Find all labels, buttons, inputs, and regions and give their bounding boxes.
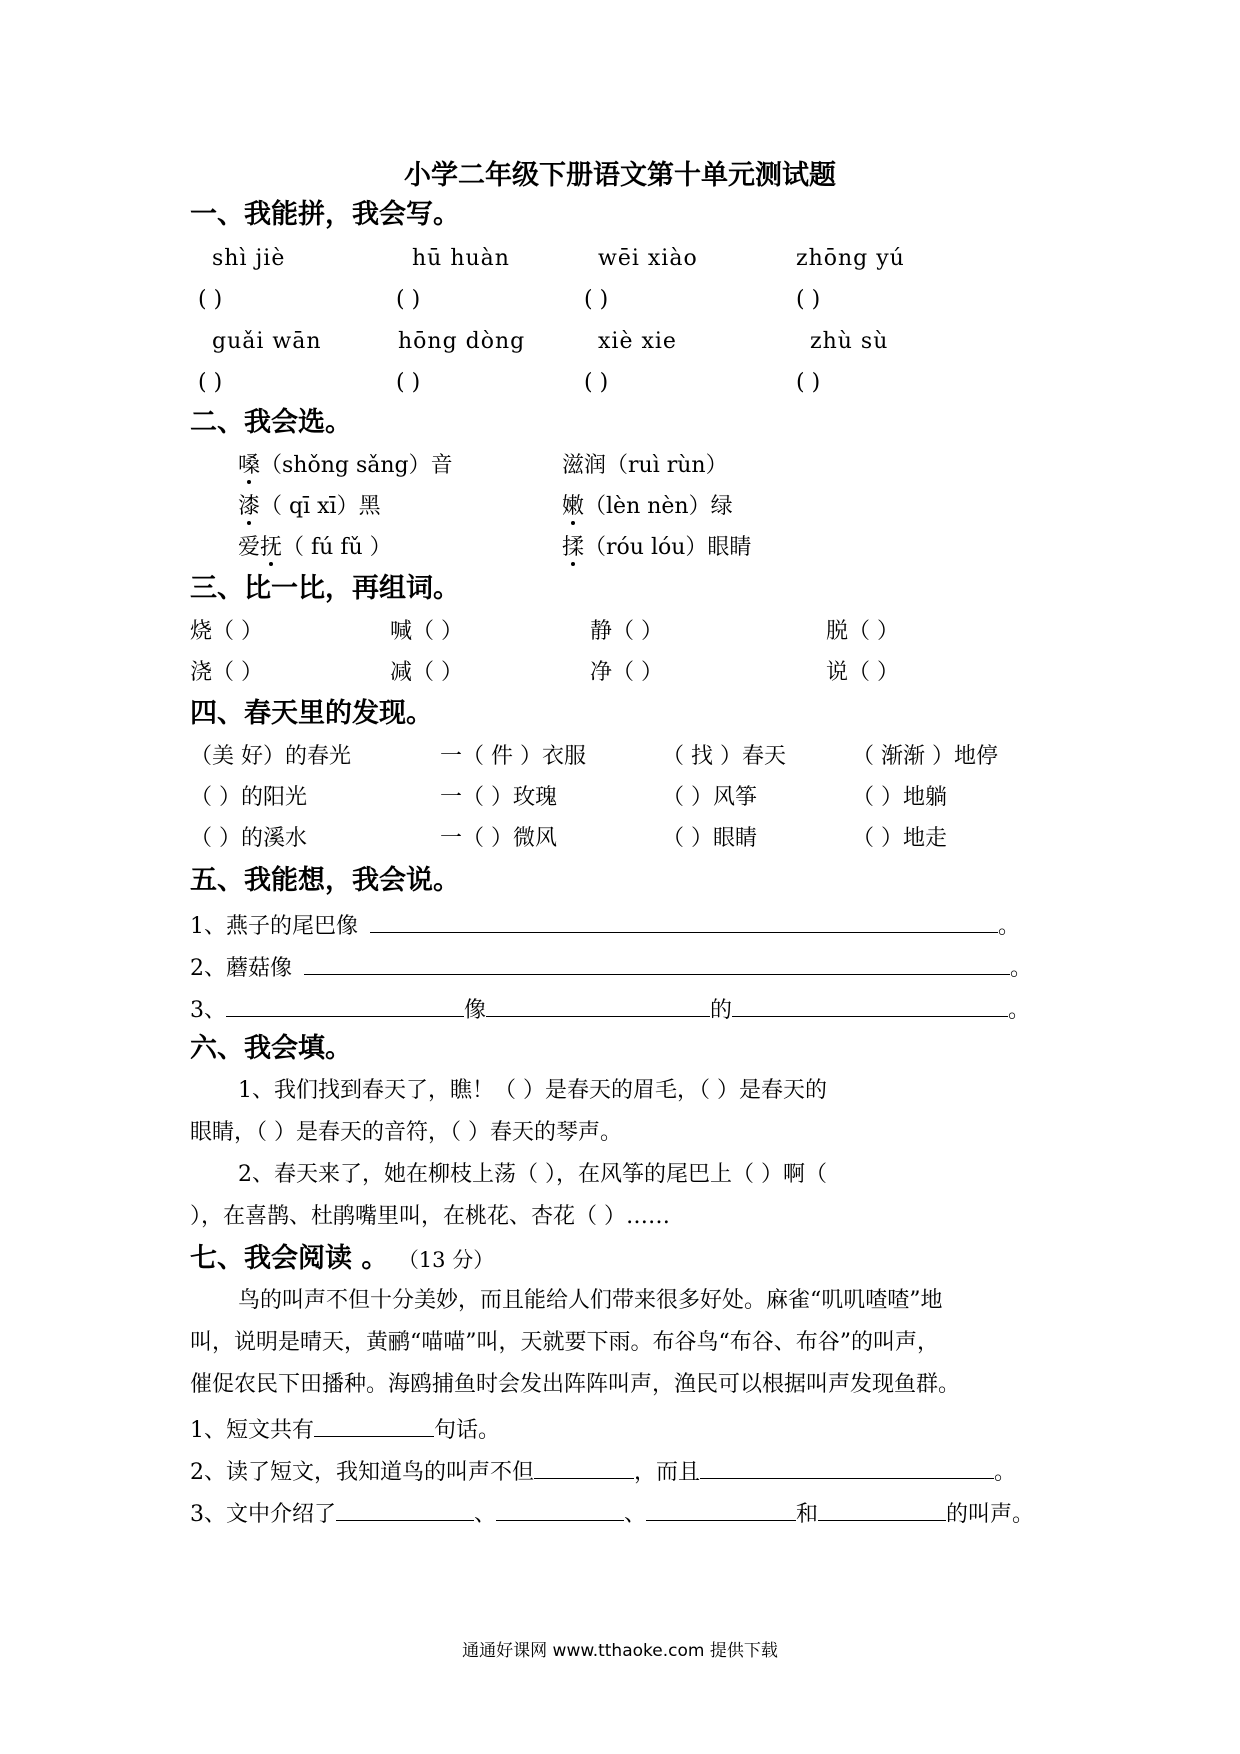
choice-item-rou bbox=[562, 533, 751, 563]
phrase-cell: 一（ ）玫瑰 bbox=[440, 785, 557, 810]
choice-item-fu bbox=[238, 533, 392, 563]
choice-options: （lèn nèn）绿 bbox=[584, 494, 733, 519]
pinyin-xiexie: xiè xie bbox=[598, 329, 677, 354]
question-text: 3、文中介绍了 bbox=[190, 1502, 336, 1527]
question-text: 1、短文共有 bbox=[190, 1418, 314, 1443]
fill-text: 2、春天来了，她在柳枝上荡（ ），在风筝的尾巴上（ ）啊（ bbox=[238, 1162, 827, 1187]
dotted-char: 滋 bbox=[562, 453, 585, 478]
score-label: （13 分） bbox=[397, 1248, 495, 1272]
plain-char: 爱 bbox=[238, 535, 261, 560]
choice-options: （shǒng sǎng）音 bbox=[260, 453, 453, 478]
compare-word: 净（ ） bbox=[590, 660, 663, 685]
answer-line bbox=[646, 1496, 796, 1521]
choice-item-sang bbox=[238, 451, 453, 481]
section-7-title: 七、我会阅读 。 bbox=[190, 1243, 389, 1274]
compare-word: 浇（ ） bbox=[190, 660, 263, 685]
answer-box: ( ) bbox=[396, 370, 421, 395]
period: 。 bbox=[1008, 998, 1031, 1023]
question-text: 2、蘑菇像 bbox=[190, 956, 292, 981]
pinyin-zhongyu: zhōng yú bbox=[796, 246, 905, 271]
question-text: 像 bbox=[464, 998, 487, 1023]
answer-line bbox=[496, 1496, 624, 1521]
section-3-heading: 三、比一比，再组词。 bbox=[190, 573, 460, 604]
pinyin-shijie: shì jiè bbox=[212, 246, 286, 271]
choice-options: （ qī xī）黑 bbox=[260, 494, 381, 519]
phrase-cell: （ ）地走 bbox=[852, 826, 947, 851]
compare-word: 烧（ ） bbox=[190, 619, 263, 644]
question-text: ，而且 bbox=[634, 1460, 701, 1485]
question-5-1 bbox=[190, 908, 1020, 942]
choice-item-nen bbox=[562, 492, 733, 522]
answer-line bbox=[700, 1454, 994, 1479]
fill-text: 眼睛，（ ）是春天的音符，（ ）春天的琴声。 bbox=[190, 1120, 622, 1145]
question-text: 1、燕子的尾巴像 bbox=[190, 914, 358, 939]
choice-item-qi bbox=[238, 492, 381, 522]
footer-credit: 通通好课网 www.tthaoke.com 提供下载 bbox=[462, 1641, 778, 1661]
answer-line bbox=[534, 1454, 634, 1479]
question-5-3 bbox=[190, 992, 1030, 1026]
answer-line bbox=[486, 992, 710, 1017]
section-7-heading bbox=[190, 1241, 494, 1278]
phrase-cell: （ 渐渐 ）地停 bbox=[852, 744, 998, 769]
dotted-char: 嫩 bbox=[562, 494, 585, 519]
pinyin-zhusu: zhù sù bbox=[810, 329, 889, 354]
phrase-cell: 一（ 件 ）衣服 bbox=[440, 744, 586, 769]
dotted-char: 抚 bbox=[260, 535, 283, 560]
question-7-1 bbox=[190, 1412, 500, 1446]
pinyin-weixiao: wēi xiào bbox=[598, 246, 698, 271]
phrase-cell: （ ）眼睛 bbox=[662, 826, 757, 851]
compare-word: 静（ ） bbox=[590, 619, 663, 644]
pinyin-hongdong: hōng dòng bbox=[398, 329, 526, 354]
phrase-cell: （ 找 ）春天 bbox=[662, 744, 786, 769]
section-4-heading: 四、春天里的发现。 bbox=[190, 698, 433, 729]
section-6-heading: 六、我会填。 bbox=[190, 1033, 352, 1064]
answer-box: ( ) bbox=[198, 287, 223, 312]
question-7-3 bbox=[190, 1496, 1034, 1530]
choice-options: （róu lóu）眼睛 bbox=[584, 535, 752, 560]
answer-line bbox=[304, 950, 1010, 975]
question-text: 句话。 bbox=[434, 1418, 501, 1443]
question-7-2 bbox=[190, 1454, 1016, 1488]
question-number: 3、 bbox=[190, 998, 226, 1023]
separator: 、 bbox=[474, 1502, 497, 1527]
answer-line bbox=[226, 992, 464, 1017]
separator: 、 bbox=[624, 1502, 647, 1527]
answer-line bbox=[732, 992, 1008, 1017]
answer-box: ( ) bbox=[796, 370, 821, 395]
period: 。 bbox=[998, 914, 1021, 939]
choice-options: （ fú fǔ ） bbox=[282, 535, 392, 560]
period: 。 bbox=[1010, 956, 1033, 981]
answer-box: ( ) bbox=[396, 287, 421, 312]
answer-box: ( ) bbox=[584, 370, 609, 395]
choice-item-run bbox=[562, 451, 728, 481]
pinyin-guaiwan: guǎi wān bbox=[212, 329, 322, 354]
reading-passage: 催促农民下田播种。海鸥捕鱼时会发出阵阵叫声，渔民可以根据叫声发现鱼群。 bbox=[190, 1372, 961, 1397]
phrase-cell: 一（ ）微风 bbox=[440, 826, 557, 851]
page-title: 小学二年级下册语文第十单元测试题 bbox=[404, 160, 836, 191]
compare-word: 说（ ） bbox=[826, 660, 899, 685]
dotted-char: 漆 bbox=[238, 494, 261, 519]
question-5-2 bbox=[190, 950, 1032, 984]
answer-box: ( ) bbox=[198, 370, 223, 395]
pinyin-huhuan: hū huàn bbox=[412, 246, 510, 271]
phrase-cell: （ ）地躺 bbox=[852, 785, 947, 810]
fill-text: ），在喜鹊、杜鹃嘴里叫，在桃花、杏花（ ）…… bbox=[190, 1204, 670, 1229]
compare-word: 脱（ ） bbox=[826, 619, 899, 644]
answer-line bbox=[314, 1412, 434, 1437]
phrase-cell: （美 好）的春光 bbox=[190, 744, 351, 769]
phrase-cell: （ ）的阳光 bbox=[190, 785, 307, 810]
reading-passage: 叫，说明是晴天，黄鹂“喵喵”叫，天就要下雨。布谷鸟“布谷、布谷”的叫声， bbox=[190, 1330, 939, 1355]
dotted-char: 嗓 bbox=[238, 453, 261, 478]
choice-options: 润（ruì rùn） bbox=[584, 453, 728, 478]
reading-passage: 鸟的叫声不但十分美妙，而且能给人们带来很多好处。麻雀“叽叽喳喳”地 bbox=[238, 1288, 943, 1313]
answer-box: ( ) bbox=[796, 287, 821, 312]
section-1-heading: 一、我能拼，我会写。 bbox=[190, 199, 460, 230]
phrase-cell: （ ）风筝 bbox=[662, 785, 757, 810]
answer-box: ( ) bbox=[584, 287, 609, 312]
question-text: 2、读了短文，我知道鸟的叫声不但 bbox=[190, 1460, 534, 1485]
question-text: 和 bbox=[796, 1502, 819, 1527]
compare-word: 喊（ ） bbox=[390, 619, 463, 644]
phrase-cell: （ ）的溪水 bbox=[190, 826, 307, 851]
period: 。 bbox=[994, 1460, 1017, 1485]
answer-line bbox=[336, 1496, 474, 1521]
section-5-heading: 五、我能想，我会说。 bbox=[190, 865, 460, 896]
fill-text: 1、我们找到春天了，瞧！（ ）是春天的眉毛，（ ）是春天的 bbox=[238, 1078, 827, 1103]
dotted-char: 揉 bbox=[562, 535, 585, 560]
section-2-heading: 二、我会选。 bbox=[190, 407, 352, 438]
answer-line bbox=[818, 1496, 946, 1521]
compare-word: 减（ ） bbox=[390, 660, 463, 685]
question-text: 的 bbox=[710, 998, 733, 1023]
question-text: 的叫声。 bbox=[946, 1502, 1035, 1527]
answer-line bbox=[370, 908, 998, 933]
